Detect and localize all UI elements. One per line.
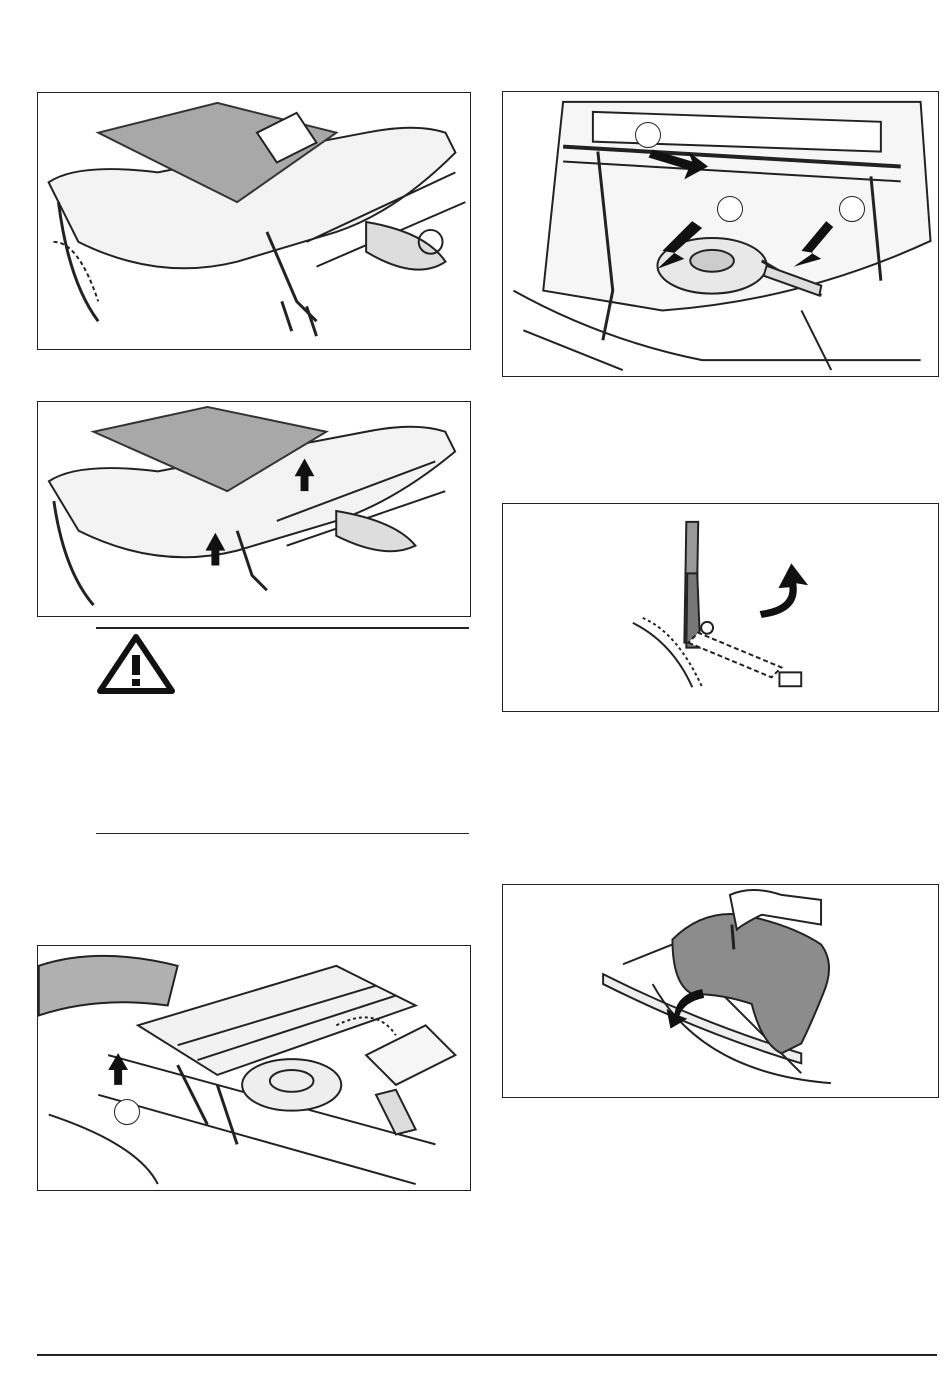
figure-cover-removal — [502, 884, 939, 1098]
callout-circle — [114, 1099, 140, 1125]
warning-triangle-icon — [96, 633, 176, 695]
callout-circle — [717, 196, 743, 222]
warning-bottom-rule — [96, 833, 469, 834]
warning-top-rule — [96, 627, 469, 629]
figure-deck-belt-underside — [37, 945, 471, 1191]
figure-lever-rotate — [502, 503, 939, 712]
figure-mower-front-lever-raise — [37, 401, 471, 617]
pulley-arrows-illustration — [503, 92, 938, 376]
belt-pulley-illustration — [38, 946, 470, 1190]
lever-rotate-illustration — [503, 504, 938, 711]
figure-belt-tension-arms — [502, 91, 939, 377]
callout-circle — [839, 196, 865, 222]
mower-deck-illustration — [38, 93, 470, 349]
callout-circle — [635, 122, 661, 148]
footer-rule — [37, 1354, 937, 1356]
cover-hand-illustration — [503, 885, 938, 1097]
lift-arrows-illustration — [38, 402, 470, 616]
figure-mower-front-lever — [37, 92, 471, 350]
